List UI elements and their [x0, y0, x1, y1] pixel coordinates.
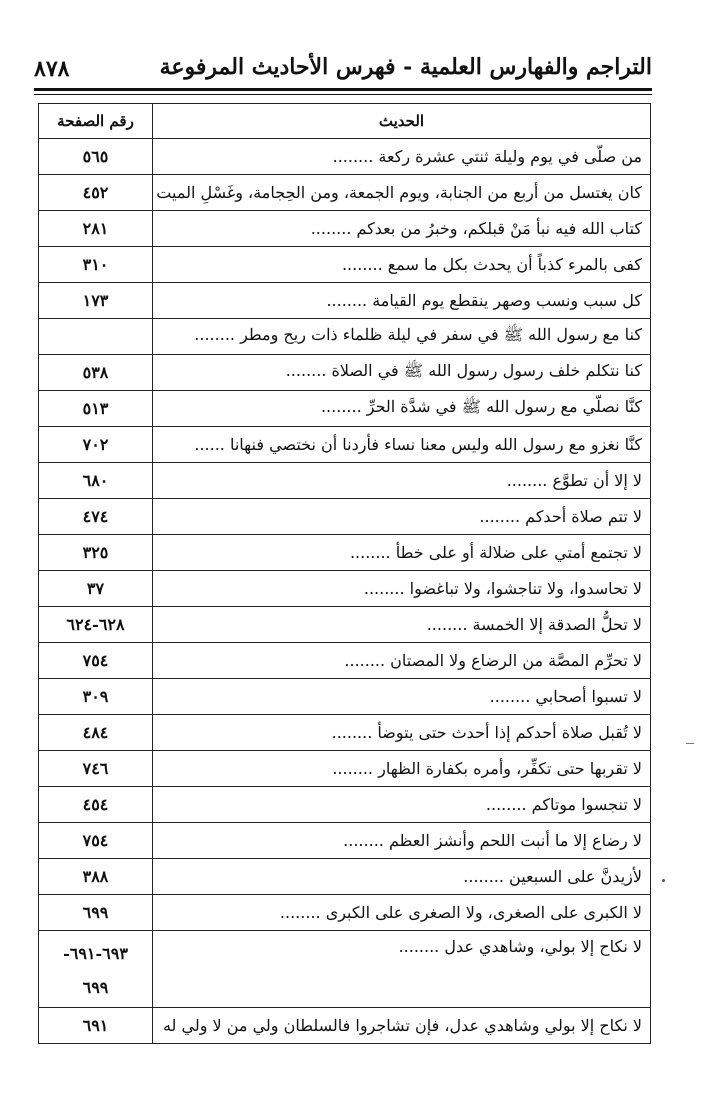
table-row	[39, 931, 651, 1008]
table-row	[39, 391, 651, 427]
table-row	[39, 427, 651, 463]
table-row	[39, 247, 651, 283]
table-row	[39, 463, 651, 499]
page-ref: ٤٧٤	[39, 499, 153, 535]
hadith-text: كل سبب ونسب وصهر ينقطع يوم القيامة ........	[153, 283, 651, 319]
page-ref: ٦٨٠	[39, 463, 153, 499]
hadith-text: لا تُقبل صلاة أحدكم إذا أحدث حتى يتوضأ ........	[153, 715, 651, 751]
column-header-page: رقم الصفحة	[39, 104, 153, 139]
table-row	[39, 535, 651, 571]
hadith-text: لا نكاح إلا بولي وشاهدي عدل، فإن تشاجروا فالسلطان ولي من لا ولي له	[153, 1008, 651, 1044]
running-title: التراجم والفهارس العلمية - فهرس الأحاديث المرفوعة	[159, 54, 652, 80]
hadith-text: لا تحاسدوا، ولا تناجشوا، ولا تباغضوا ........	[153, 571, 651, 607]
page-ref: ٦٩١	[39, 1008, 153, 1044]
hadith-text: كنا نتكلم خلف رسول رسول الله ﷺ في الصلاة ........	[153, 355, 651, 391]
hadith-text: لا تقربها حتى تكفِّر، وأمره بكفارة الظهار ........	[153, 751, 651, 787]
table-row	[39, 571, 651, 607]
hadith-text: كفى بالمرء كذباً أن يحدث بكل ما سمع ........	[153, 247, 651, 283]
table-row	[39, 499, 651, 535]
page-ref: ٣١٠	[39, 247, 153, 283]
margin-mark	[662, 879, 665, 882]
hadith-text: لا تنجسوا موتاكم ........	[153, 787, 651, 823]
hadith-text: لا تسبوا أصحابي ........	[153, 679, 651, 715]
hadith-text: كنَّا نصلّي مع رسول الله ﷺ في شدَّة الحرِّ ........	[153, 391, 651, 427]
page-ref-line-1: ٦٩٣-٦٩١-	[63, 944, 128, 963]
table-row	[39, 319, 651, 355]
page-ref: ٣٧	[39, 571, 153, 607]
page-ref: ٦٩٩	[39, 895, 153, 931]
table-row	[39, 607, 651, 643]
hadith-text: لا تجتمع أمتي على ضلالة أو على خطأ ........	[153, 535, 651, 571]
header-rule-thin	[34, 94, 652, 95]
hadith-text: لا تحلُّ الصدقة إلا الخمسة ........	[153, 607, 651, 643]
table-row	[39, 751, 651, 787]
hadith-text: لا نكاح إلا بولي، وشاهدي عدل ........	[153, 931, 651, 1008]
page-ref: ١٧٣	[39, 283, 153, 319]
hadith-text: لا إلا أن تطوَّع ........	[153, 463, 651, 499]
hadith-text: لأزيدنَّ على السبعين ........	[153, 859, 651, 895]
hadith-text: كنا مع رسول الله ﷺ في سفر في ليلة ظلماء ذات ريح ومطر ........	[153, 319, 651, 355]
hadith-text: كان يغتسل من أربع من الجنابة، ويوم الجمعة، ومن الحِجامة، وغَسْلِ الميت	[153, 175, 651, 211]
page-ref: ٧٥٤	[39, 823, 153, 859]
hadith-text: من صلّى في يوم وليلة ثنتي عشرة ركعة ........	[153, 139, 651, 175]
table-row	[39, 355, 651, 391]
column-header-hadith: الحديث	[153, 104, 651, 139]
table-row	[39, 679, 651, 715]
table-row	[39, 859, 651, 895]
page-ref: ٣٨٨	[39, 859, 153, 895]
hadith-text: لا تحرِّم المصَّة من الرضاع ولا المصتان ........	[153, 643, 651, 679]
page-ref: ٧٤٦	[39, 751, 153, 787]
margin-mark	[686, 743, 694, 744]
page-ref: ٤٥٢	[39, 175, 153, 211]
page-ref: ٣٢٥	[39, 535, 153, 571]
hadith-text: لا رضاع إلا ما أنبت اللحم وأنشز العظم ........	[153, 823, 651, 859]
hadith-text: لا تتم صلاة أحدكم ........	[153, 499, 651, 535]
page-ref: ٦٢٨-٦٢٤	[39, 607, 153, 643]
page-ref: ٣٠٩	[39, 679, 153, 715]
table-row	[39, 895, 651, 931]
table-row	[39, 787, 651, 823]
page-ref: ٤٥٤	[39, 787, 153, 823]
hadith-text: كتاب الله فيه نبأ مَنْ قبلكم، وخبرُ من بعدكم ........	[153, 211, 651, 247]
page-ref-line-2: ٦٩٩	[82, 978, 109, 997]
table-row	[39, 139, 651, 175]
table-row	[39, 211, 651, 247]
hadith-text: كنَّا نغزو مع رسول الله وليس معنا نساء فأردنا أن نختصي فنهانا ......	[153, 427, 651, 463]
page-ref: ٥١٣	[39, 391, 153, 427]
page-ref: ٥٣٨	[39, 355, 153, 391]
table-row	[39, 823, 651, 859]
page-ref: ٥٦٥	[39, 139, 153, 175]
page-ref: ٢٨١	[39, 211, 153, 247]
page-number: ٨٧٨	[34, 56, 70, 82]
hadith-index-table	[38, 103, 651, 1044]
table-row	[39, 283, 651, 319]
header-rule-thick	[34, 88, 652, 91]
page-ref: ٧٥٤	[39, 643, 153, 679]
hadith-text: لا الكبرى على الصغرى، ولا الصغرى على الكبرى ........	[153, 895, 651, 931]
page-ref	[39, 931, 153, 1008]
page-ref: ٤٨٤	[39, 715, 153, 751]
page-ref: ٧٠٢	[39, 427, 153, 463]
page-ref	[39, 319, 153, 355]
table-row	[39, 175, 651, 211]
table-row	[39, 1008, 651, 1044]
table-row	[39, 715, 651, 751]
table-row	[39, 643, 651, 679]
